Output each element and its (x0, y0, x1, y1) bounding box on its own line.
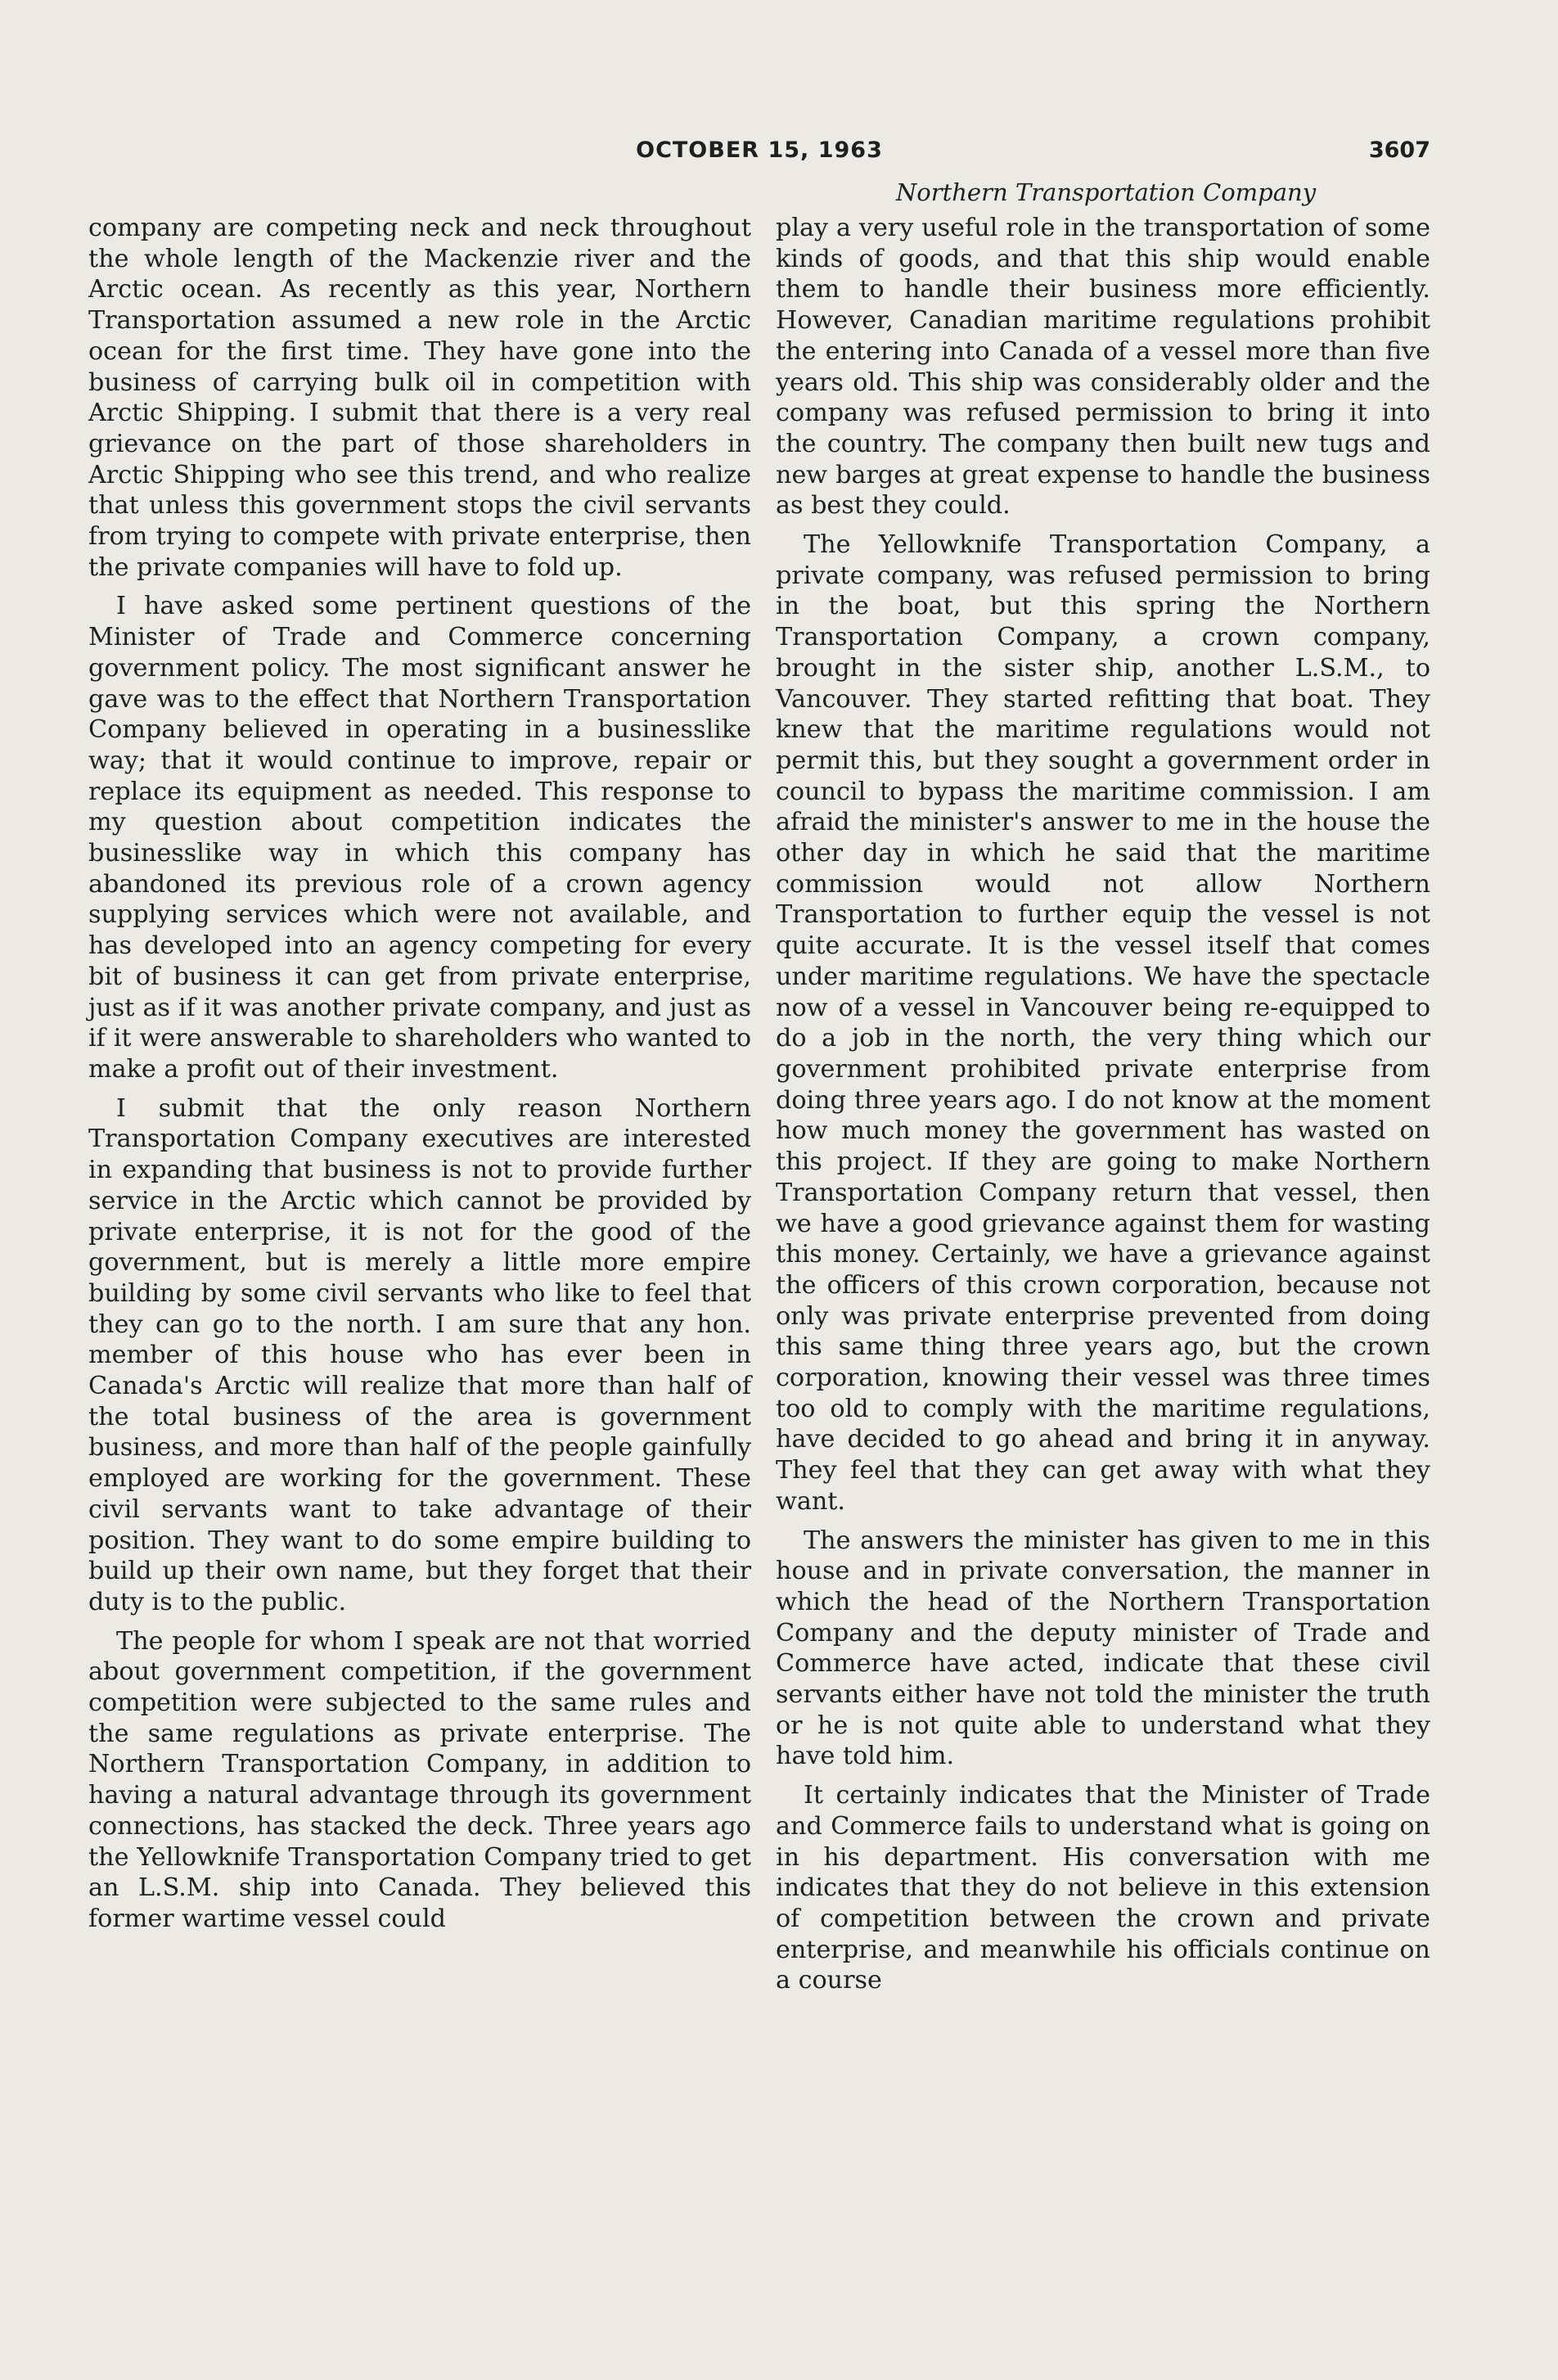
paragraph: I have asked some pertinent questions of the Minister of Trade and Commerce concerning government policy. The most significant answer he gave was to the effect that Northern Transportation Company believed in operating in a businesslike way; that it would continue to improve, repair or replace its equipment as needed. This response to my question about competition indicates the businesslike way in which this company has abandoned its previous role of a crown agency supplying services which were not available, and has developed into an agency competing for every bit of business it can get from private enterprise, just as if it was another private company, and just as if it were answerable to shareholders who wanted to make a profit out of their investment. (88, 592, 751, 1084)
paragraph: company are competing neck and neck throughout the whole length of the Mackenzie river and the Arctic ocean. As recently as this year, Northern Transportation assumed a new role in the Arctic ocean for the first time. They have gone into the business of carrying bulk oil in competition with Arctic Shipping. I submit that there is a very real grievance on the part of those shareholders in Arctic Shipping who see this trend, and who realize that unless this government stops the civil servants from trying to compete with private enterprise, then the private companies will have to fold up. (88, 214, 751, 582)
page-number: 3607 (1368, 137, 1430, 163)
header-date: OCTOBER 15, 1963 (636, 137, 883, 163)
page-header (88, 137, 1430, 178)
paragraph: The Yellowknife Transportation Company, a private company, was refused permission to bring in the boat, but this spring the Northern Transportation Company, a crown company, brought in the sister ship, another L.S.M., to Vancouver. They started refitting that boat. They knew that the maritime regulations would not permit this, but they sought a government order in council to bypass the maritime commission. I am afraid the minister's answer to me in the house the other day in which he said that the maritime commission would not allow Northern Transportation to further equip the vessel is not quite accurate. It is the vessel itself that comes under maritime regulations. We have the spectacle now of a vessel in Vancouver being re-equipped to do a job in the north, the very thing which our government prohibited private enterprise from doing three years ago. I do not know at the moment how much money the government has wasted on this project. If they are going to make Northern Transportation Company return that vessel, then we have a good grievance against them for wasting this money. Certainly, we have a grievance against the officers of this crown corporation, because not only was private enterprise prevented from doing this same thing three years ago, but the crown corporation, knowing their vessel was three times too old to comply with the maritime regulations, have decided to go ahead and bring it in anyway. They feel that they can get away with what they want. (776, 530, 1430, 1516)
paragraph: The people for whom I speak are not that worried about government competition, if the government competition were subjected to the same rules and the same regulations as private enterprise. The Northern Transportation Company, in addition to having a natural advantage through its government connections, has stacked the deck. Three years ago the Yellowknife Transportation Company tried to get an L.S.M. ship into Canada. They believed this former wartime vessel could (88, 1626, 751, 1933)
paragraph: The answers the minister has given to me in this house and in private conversation, the manner in which the head of the Northern Transportation Company and the deputy minister of Trade and Commerce have acted, indicate that these civil servants either have not told the minister the truth or he is not quite able to understand what they have told him. (776, 1526, 1430, 1771)
paragraph: play a very useful role in the transportation of some kinds of goods, and that this ship would enable them to handle their business more efficiently. However, Canadian maritime regulations prohibit the entering into Canada of a vessel more than five years old. This ship was considerably older and the company was refused permission to bring it into the country. The company then built new tugs and new barges at great expense to handle the business as best they could. (776, 214, 1430, 521)
right-column (776, 213, 1430, 2004)
left-column (88, 213, 751, 1943)
paragraph: I submit that the only reason Northern Transportation Company executives are interested in expanding that business is not to provide further service in the Arctic which cannot be provided by private enterprise, it is not for the good of the government, but is merely a little more empire building by some civil servants who like to feel that they can go to the north. I am sure that any hon. member of this house who has ever been in Canada's Arctic will realize that more than half of the total business of the area is government business, and more than half of the people gainfully employed are working for the government. These civil servants want to take advantage of their position. They want to do some empire building to build up their own name, but they forget that their duty is to the public. (88, 1093, 751, 1616)
paragraph: It certainly indicates that the Minister of Trade and Commerce fails to understand what is going on in his department. His conversation with me indicates that they do not believe in this extension of competition between the crown and private enterprise, and meanwhile his officials continue on a course (776, 1781, 1430, 1995)
running-title: Northern Transportation Company (895, 178, 1317, 206)
